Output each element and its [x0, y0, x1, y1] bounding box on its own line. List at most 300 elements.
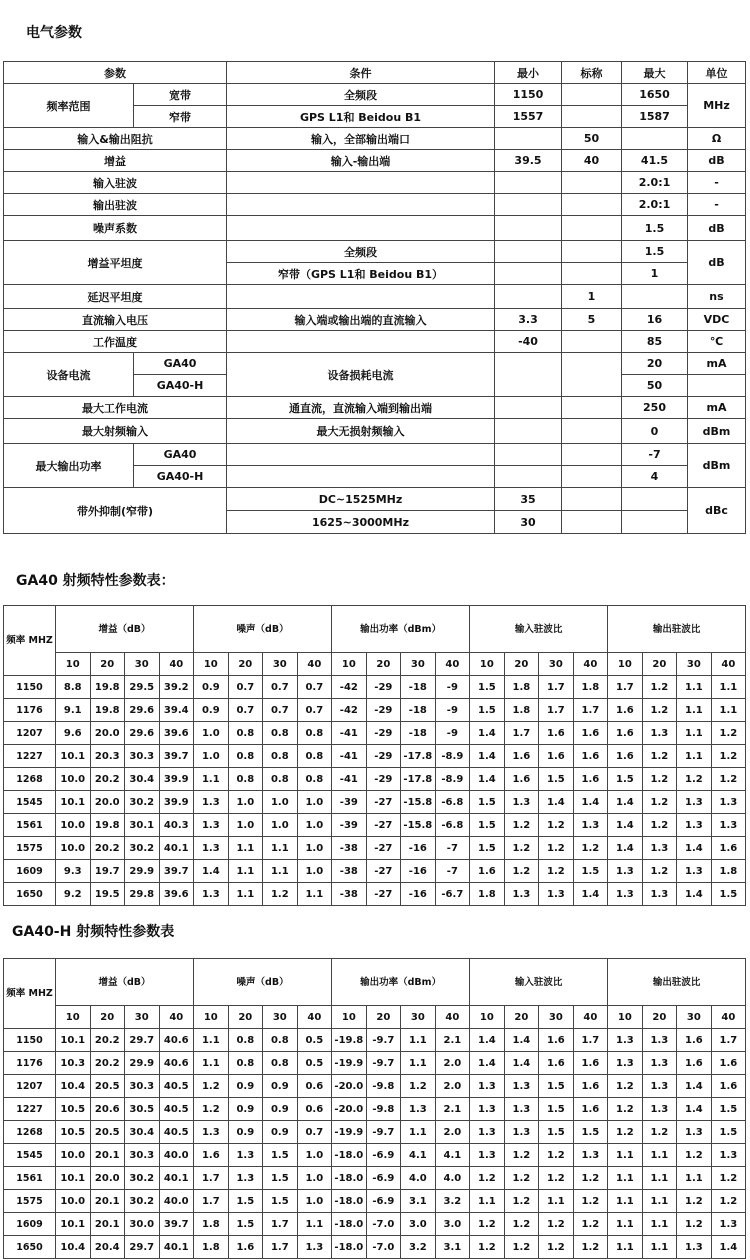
- noise-cell: 1.3: [194, 814, 229, 837]
- noise-cell: 1.1: [228, 860, 263, 883]
- output-power-cell: 4.1: [401, 1144, 436, 1167]
- output-vswr-cell: 1.2: [711, 1167, 746, 1190]
- sub-header-cell: 40: [297, 1006, 332, 1029]
- noise-cell: 1.3: [228, 1167, 263, 1190]
- min-cell: 35: [495, 488, 562, 511]
- input-vswr-cell: 1.5: [573, 860, 608, 883]
- sub-header-cell: 20: [642, 1006, 677, 1029]
- input-vswr-cell: 1.7: [573, 699, 608, 722]
- output-power-cell: -17.8: [401, 745, 436, 768]
- table-row: [4, 745, 746, 768]
- input-vswr-cell: 1.2: [539, 814, 574, 837]
- sub-header-cell: 30: [263, 1006, 298, 1029]
- output-vswr-cell: 1.1: [642, 1213, 677, 1236]
- input-vswr-cell: 1.3: [470, 1144, 505, 1167]
- gain-cell: 10.0: [56, 837, 91, 860]
- output-vswr-cell: 1.1: [642, 1167, 677, 1190]
- header-cell: 单位: [688, 62, 746, 84]
- noise-cell: 0.8: [263, 722, 298, 745]
- input-vswr-cell: 1.2: [504, 1213, 539, 1236]
- noise-cell: 1.0: [263, 814, 298, 837]
- input-vswr-cell: 1.1: [470, 1190, 505, 1213]
- input-vswr-row: [4, 172, 746, 194]
- unit-cell: mA: [688, 353, 746, 375]
- gain-cell: 20.1: [90, 1190, 125, 1213]
- noise-header: 噪声（dB）: [194, 959, 332, 1006]
- noise-cell: 1.5: [263, 1167, 298, 1190]
- output-vswr-cell: 1.3: [642, 1052, 677, 1075]
- output-vswr-cell: 1.7: [608, 676, 643, 699]
- output-vswr-cell: 1.2: [608, 1121, 643, 1144]
- output-vswr-cell: 1.3: [642, 722, 677, 745]
- input-vswr-cell: 1.5: [470, 676, 505, 699]
- ga40-rf-table: [3, 605, 746, 906]
- param-label: 输出驻波: [4, 194, 227, 216]
- noise-cell: 1.8: [194, 1236, 229, 1259]
- min-cell: [495, 128, 562, 150]
- input-vswr-cell: 1.3: [504, 883, 539, 906]
- typ-cell: [562, 216, 622, 241]
- gain-header: 增益（dB）: [56, 959, 194, 1006]
- max-cell: [622, 285, 688, 309]
- table-row: [4, 791, 746, 814]
- output-power-cell: 4.0: [401, 1167, 436, 1190]
- gain-cell: 20.6: [90, 1098, 125, 1121]
- max-cell: 85: [622, 331, 688, 353]
- output-vswr-header: 输出驻波比: [608, 959, 746, 1006]
- noise-cell: 1.6: [228, 1236, 263, 1259]
- sub-header-cell: 40: [573, 1006, 608, 1029]
- output-vswr-cell: 1.3: [711, 1144, 746, 1167]
- noise-cell: 0.8: [263, 1052, 298, 1075]
- sub-header-cell: 20: [366, 1006, 401, 1029]
- freq-cell: 1561: [4, 1167, 56, 1190]
- gain-cell: 39.7: [159, 860, 194, 883]
- gain-cell: 39.7: [159, 1213, 194, 1236]
- output-vswr-cell: 1.3: [642, 1075, 677, 1098]
- noise-cell: 1.0: [194, 745, 229, 768]
- min-cell: [495, 263, 562, 285]
- output-power-cell: -15.8: [401, 814, 436, 837]
- sub-header-row: [4, 653, 746, 676]
- output-vswr-cell: 1.6: [608, 722, 643, 745]
- table-row: [4, 676, 746, 699]
- delay-flatness-row: [4, 285, 746, 309]
- output-power-cell: 4.0: [435, 1167, 470, 1190]
- output-vswr-cell: 1.2: [608, 1098, 643, 1121]
- output-vswr-cell: 1.1: [677, 1167, 712, 1190]
- output-vswr-cell: 1.2: [711, 722, 746, 745]
- sub-header-cell: 10: [332, 653, 367, 676]
- condition-cell: [227, 444, 495, 466]
- input-vswr-cell: 1.4: [539, 791, 574, 814]
- gain-cell: 20.2: [90, 768, 125, 791]
- max-cell: -7: [622, 444, 688, 466]
- noise-cell: 1.7: [194, 1190, 229, 1213]
- gain-cell: 9.6: [56, 722, 91, 745]
- output-power-cell: -29: [366, 699, 401, 722]
- max-cell: [622, 128, 688, 150]
- typ-cell: [562, 419, 622, 444]
- input-vswr-cell: 1.3: [539, 883, 574, 906]
- noise-cell: 0.7: [263, 699, 298, 722]
- dc-voltage-row: [4, 309, 746, 331]
- gain-row: [4, 150, 746, 172]
- output-power-cell: -9.7: [366, 1052, 401, 1075]
- gain-cell: 19.8: [90, 814, 125, 837]
- noise-cell: 1.7: [263, 1213, 298, 1236]
- gain-cell: 10.0: [56, 814, 91, 837]
- output-power-cell: 2.1: [435, 1029, 470, 1052]
- noise-cell: 1.1: [194, 1052, 229, 1075]
- freq-wide-row: [4, 84, 746, 106]
- freq-cell: 1150: [4, 1029, 56, 1052]
- gain-cell: 10.4: [56, 1075, 91, 1098]
- output-power-cell: -6.7: [435, 883, 470, 906]
- noise-cell: 1.7: [263, 1236, 298, 1259]
- output-power-cell: 3.1: [401, 1190, 436, 1213]
- min-cell: [495, 216, 562, 241]
- param-label: 噪声系数: [4, 216, 227, 241]
- input-vswr-cell: 1.2: [470, 1167, 505, 1190]
- gain-cell: 40.5: [159, 1121, 194, 1144]
- input-vswr-cell: 1.2: [470, 1213, 505, 1236]
- param-label: 设备电流: [4, 353, 134, 397]
- table-row: [4, 1075, 746, 1098]
- output-vswr-cell: 1.2: [642, 791, 677, 814]
- input-vswr-cell: 1.2: [470, 1236, 505, 1259]
- param-label: 延迟平坦度: [4, 285, 227, 309]
- output-power-cell: -41: [332, 722, 367, 745]
- output-vswr-cell: 1.3: [711, 791, 746, 814]
- gain-cell: 20.3: [90, 745, 125, 768]
- output-power-cell: 2.0: [435, 1121, 470, 1144]
- input-vswr-cell: 1.6: [573, 722, 608, 745]
- noise-cell: 1.0: [263, 791, 298, 814]
- output-power-cell: -38: [332, 860, 367, 883]
- max-current-row: [4, 397, 746, 419]
- typ-cell: [562, 84, 622, 106]
- sub-header-cell: 30: [539, 653, 574, 676]
- input-vswr-cell: 1.4: [470, 722, 505, 745]
- condition-cell: [227, 466, 495, 488]
- noise-cell: 0.9: [263, 1121, 298, 1144]
- output-power-cell: -42: [332, 676, 367, 699]
- input-vswr-cell: 1.5: [539, 1098, 574, 1121]
- max-cell: 1: [622, 263, 688, 285]
- noise-cell: 1.1: [228, 883, 263, 906]
- sub-header-cell: 40: [711, 653, 746, 676]
- max-output-row-1: [4, 444, 746, 466]
- output-power-cell: 2.0: [435, 1075, 470, 1098]
- output-vswr-cell: 1.3: [711, 814, 746, 837]
- noise-cell: 0.8: [228, 768, 263, 791]
- input-vswr-cell: 1.5: [470, 699, 505, 722]
- input-vswr-cell: 1.2: [504, 1236, 539, 1259]
- condition-cell: 通直流，直流输入端到输出端: [227, 397, 495, 419]
- output-power-cell: -15.8: [401, 791, 436, 814]
- sub-header-cell: 40: [297, 653, 332, 676]
- output-power-cell: -27: [366, 860, 401, 883]
- sub-header-cell: 20: [504, 1006, 539, 1029]
- min-cell: 3.3: [495, 309, 562, 331]
- output-power-cell: -18: [401, 722, 436, 745]
- table-row: [4, 699, 746, 722]
- typ-cell: [562, 397, 622, 419]
- unit-cell: MHz: [688, 84, 746, 128]
- output-power-cell: -20.0: [332, 1075, 367, 1098]
- input-vswr-cell: 1.6: [539, 1029, 574, 1052]
- sub-header-cell: 10: [608, 653, 643, 676]
- gain-cell: 40.1: [159, 1167, 194, 1190]
- noise-cell: 0.7: [228, 699, 263, 722]
- table-row: [4, 860, 746, 883]
- gain-cell: 30.3: [125, 745, 160, 768]
- output-power-cell: -27: [366, 814, 401, 837]
- unit-cell: dBc: [688, 488, 746, 534]
- sub-header-cell: 10: [194, 1006, 229, 1029]
- max-cell: 50: [622, 375, 688, 397]
- output-vswr-cell: 1.3: [677, 791, 712, 814]
- gain-cell: 20.5: [90, 1121, 125, 1144]
- gain-cell: 20.2: [90, 1052, 125, 1075]
- sub-header-cell: 30: [677, 653, 712, 676]
- typ-cell: [562, 466, 622, 488]
- output-power-header: 输出功率（dBm）: [332, 959, 470, 1006]
- output-vswr-cell: 1.4: [677, 837, 712, 860]
- noise-cell: 1.1: [194, 1029, 229, 1052]
- table-row: [4, 768, 746, 791]
- typ-cell: [562, 263, 622, 285]
- output-vswr-cell: 1.3: [608, 1029, 643, 1052]
- max-cell: 250: [622, 397, 688, 419]
- gain-cell: 20.4: [90, 1236, 125, 1259]
- noise-cell: 0.9: [194, 676, 229, 699]
- output-vswr-cell: 1.3: [608, 883, 643, 906]
- condition-cell: [227, 216, 495, 241]
- unit-cell: ℃: [688, 331, 746, 353]
- electrical-title: 电气参数: [26, 25, 82, 41]
- condition-cell: GPS L1和 Beidou B1: [227, 106, 495, 128]
- noise-cell: 1.2: [194, 1098, 229, 1121]
- output-power-cell: -38: [332, 883, 367, 906]
- gain-cell: 30.2: [125, 837, 160, 860]
- typ-cell: [562, 241, 622, 263]
- gain-cell: 29.7: [125, 1236, 160, 1259]
- min-cell: [495, 466, 562, 488]
- typ-cell: [562, 194, 622, 216]
- output-power-cell: -27: [366, 791, 401, 814]
- noise-cell: 1.3: [194, 883, 229, 906]
- input-vswr-cell: 1.7: [539, 676, 574, 699]
- gain-cell: 29.9: [125, 1052, 160, 1075]
- gain-cell: 8.8: [56, 676, 91, 699]
- output-power-cell: -9: [435, 676, 470, 699]
- noise-cell: 1.0: [297, 814, 332, 837]
- gain-cell: 9.1: [56, 699, 91, 722]
- typ-cell: [562, 488, 622, 511]
- gain-cell: 29.5: [125, 676, 160, 699]
- unit-cell: -: [688, 194, 746, 216]
- noise-cell: 1.0: [228, 791, 263, 814]
- input-vswr-cell: 1.2: [539, 1213, 574, 1236]
- input-vswr-cell: 1.3: [573, 814, 608, 837]
- param-label: 工作温度: [4, 331, 227, 353]
- output-vswr-cell: 1.2: [711, 745, 746, 768]
- freq-cell: 1575: [4, 1190, 56, 1213]
- input-vswr-cell: 1.3: [504, 1098, 539, 1121]
- output-power-cell: -29: [366, 676, 401, 699]
- group-header-row: [4, 606, 746, 653]
- unit-cell: VDC: [688, 309, 746, 331]
- output-power-cell: -16: [401, 860, 436, 883]
- condition-cell: [227, 194, 495, 216]
- noise-cell: 0.9: [263, 1098, 298, 1121]
- gain-cell: 10.1: [56, 791, 91, 814]
- condition-cell: 输入端或输出端的直流输入: [227, 309, 495, 331]
- header-cell: 标称: [562, 62, 622, 84]
- output-power-cell: -16: [401, 837, 436, 860]
- output-vswr-cell: 1.2: [642, 860, 677, 883]
- input-vswr-cell: 1.2: [504, 814, 539, 837]
- table-row: [4, 722, 746, 745]
- noise-cell: 0.8: [297, 722, 332, 745]
- noise-cell: 1.1: [297, 883, 332, 906]
- output-vswr-cell: 1.6: [608, 745, 643, 768]
- param-label: 最大输出功率: [4, 444, 134, 488]
- output-vswr-cell: 1.1: [642, 1236, 677, 1259]
- gain-cell: 40.6: [159, 1029, 194, 1052]
- input-vswr-cell: 1.4: [470, 1029, 505, 1052]
- flatness-row-1: [4, 241, 746, 263]
- gain-cell: 40.1: [159, 1236, 194, 1259]
- unit-cell: -: [688, 172, 746, 194]
- output-vswr-cell: 1.6: [677, 1052, 712, 1075]
- output-vswr-cell: 1.2: [642, 745, 677, 768]
- noise-cell: 1.1: [297, 1213, 332, 1236]
- gain-cell: 20.2: [90, 1029, 125, 1052]
- input-vswr-cell: 1.2: [573, 1167, 608, 1190]
- condition-cell: 窄带（GPS L1和 Beidou B1）: [227, 263, 495, 285]
- gain-cell: 10.1: [56, 1167, 91, 1190]
- param-label: 带外抑制(窄带): [4, 488, 227, 534]
- ga40-title: GA40 射频特性参数表：: [16, 573, 175, 589]
- output-vswr-cell: 1.3: [642, 1098, 677, 1121]
- sub-label: 窄带: [134, 106, 227, 128]
- output-power-cell: -27: [366, 837, 401, 860]
- gain-cell: 39.4: [159, 699, 194, 722]
- gain-header: 增益（dB）: [56, 606, 194, 653]
- input-vswr-cell: 1.2: [573, 1213, 608, 1236]
- input-vswr-cell: 1.6: [573, 1075, 608, 1098]
- gain-cell: 39.6: [159, 722, 194, 745]
- output-vswr-cell: 1.1: [677, 722, 712, 745]
- output-vswr-cell: 1.7: [711, 1029, 746, 1052]
- noise-cell: 1.0: [297, 1144, 332, 1167]
- noise-cell: 1.5: [228, 1190, 263, 1213]
- noise-cell: 0.6: [297, 1075, 332, 1098]
- table-row: [4, 1121, 746, 1144]
- input-vswr-cell: 1.5: [539, 1121, 574, 1144]
- max-cell: 1.5: [622, 216, 688, 241]
- output-vswr-cell: 1.2: [642, 699, 677, 722]
- output-power-cell: -19.8: [332, 1029, 367, 1052]
- gain-cell: 9.2: [56, 883, 91, 906]
- ga40h-title: GA40-H 射频特性参数表: [12, 924, 175, 940]
- gain-cell: 40.0: [159, 1144, 194, 1167]
- input-vswr-cell: 1.5: [470, 791, 505, 814]
- noise-cell: 0.8: [228, 722, 263, 745]
- sub-header-cell: 20: [228, 1006, 263, 1029]
- output-vswr-cell: 1.4: [677, 1098, 712, 1121]
- noise-cell: 0.5: [297, 1029, 332, 1052]
- gain-cell: 39.9: [159, 791, 194, 814]
- header-cell: 条件: [227, 62, 495, 84]
- input-vswr-cell: 1.8: [504, 676, 539, 699]
- sub-header-cell: 10: [56, 653, 91, 676]
- gain-cell: 30.4: [125, 1121, 160, 1144]
- gain-cell: 20.0: [90, 1167, 125, 1190]
- condition-cell: 全频段: [227, 84, 495, 106]
- output-vswr-row: [4, 194, 746, 216]
- noise-cell: 0.7: [263, 676, 298, 699]
- gain-cell: 30.4: [125, 768, 160, 791]
- input-vswr-cell: 1.2: [504, 1167, 539, 1190]
- min-cell: [495, 241, 562, 263]
- output-power-cell: -29: [366, 768, 401, 791]
- input-vswr-cell: 1.4: [573, 883, 608, 906]
- input-vswr-cell: 1.8: [504, 699, 539, 722]
- noise-cell: 1.2: [194, 1075, 229, 1098]
- sub-header-cell: 20: [228, 653, 263, 676]
- sub-header-cell: 20: [90, 653, 125, 676]
- output-power-cell: -8.9: [435, 745, 470, 768]
- output-vswr-cell: 1.3: [677, 860, 712, 883]
- max-cell: 16: [622, 309, 688, 331]
- output-vswr-cell: 1.2: [642, 768, 677, 791]
- max-cell: 2.0:1: [622, 194, 688, 216]
- gain-cell: 30.3: [125, 1075, 160, 1098]
- model-label: GA40-H: [134, 375, 227, 397]
- output-power-cell: -9.8: [366, 1075, 401, 1098]
- output-power-cell: -9.7: [366, 1121, 401, 1144]
- gain-cell: 20.1: [90, 1144, 125, 1167]
- input-vswr-cell: 1.7: [573, 1029, 608, 1052]
- max-cell: 4: [622, 466, 688, 488]
- gain-cell: 30.5: [125, 1098, 160, 1121]
- max-cell: 2.0:1: [622, 172, 688, 194]
- input-vswr-cell: 1.2: [539, 1144, 574, 1167]
- gain-cell: 20.5: [90, 1075, 125, 1098]
- noise-cell: 0.7: [297, 1121, 332, 1144]
- typ-cell: 1: [562, 285, 622, 309]
- param-label: 增益平坦度: [4, 241, 227, 285]
- min-cell: [495, 285, 562, 309]
- output-power-cell: -41: [332, 768, 367, 791]
- min-cell: 39.5: [495, 150, 562, 172]
- max-cell: 0: [622, 419, 688, 444]
- output-power-cell: -20.0: [332, 1098, 367, 1121]
- input-vswr-cell: 1.4: [504, 1052, 539, 1075]
- min-cell: [495, 419, 562, 444]
- input-vswr-cell: 1.5: [470, 814, 505, 837]
- output-power-cell: -19.9: [332, 1121, 367, 1144]
- output-vswr-cell: 1.3: [677, 814, 712, 837]
- max-cell: 20: [622, 353, 688, 375]
- current-row-1: [4, 353, 746, 375]
- input-vswr-cell: 1.2: [539, 860, 574, 883]
- noise-cell: 1.4: [194, 860, 229, 883]
